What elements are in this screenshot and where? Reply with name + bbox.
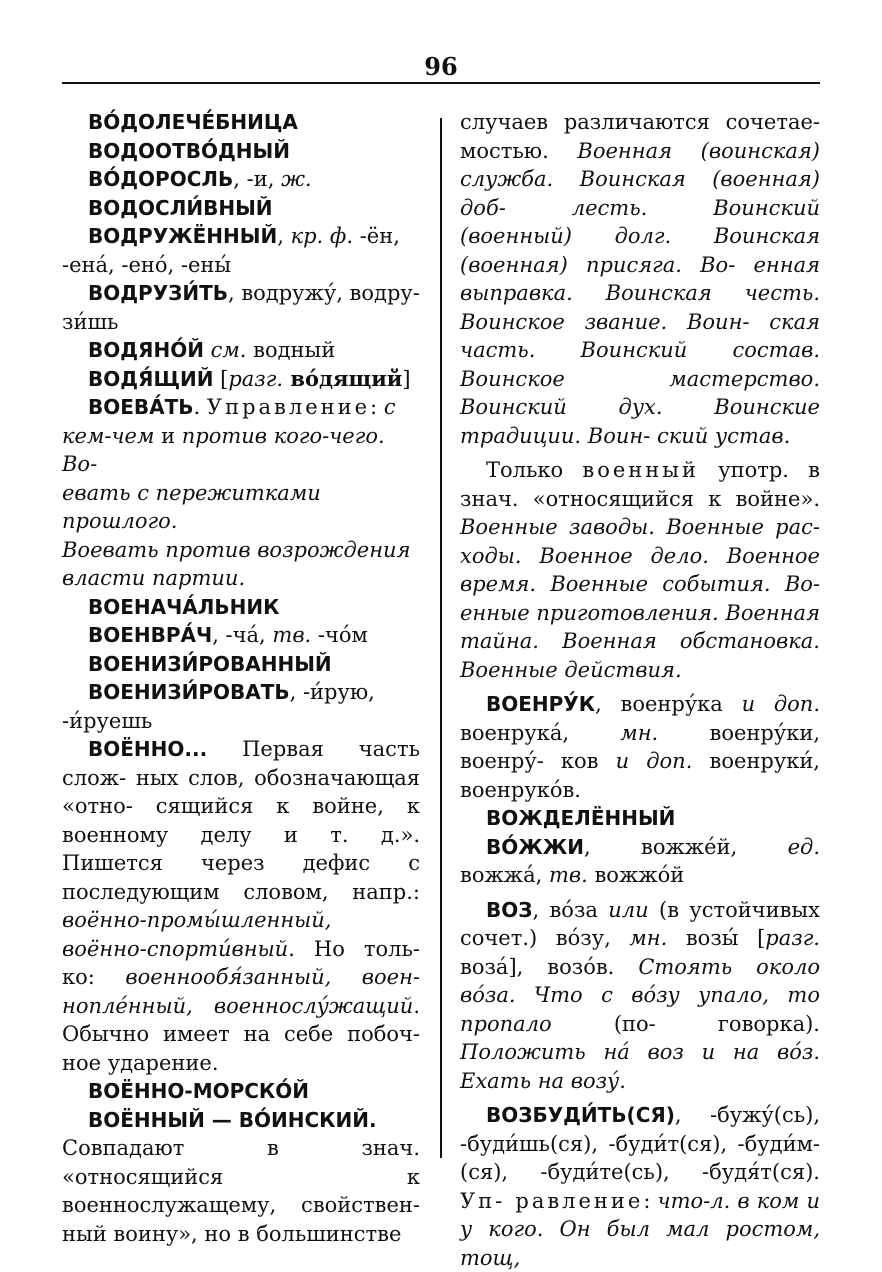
entry: ВОЁННЫЙ — ВО́ИНСКИЙ.	[88, 1107, 377, 1132]
entry: ВОЕНРУ́К, военру́ка и доп. военрука́, мн. военру́ки, военру́- ков и доп. военруки́, военруко́в.	[460, 692, 820, 802]
entry-continuation: кем-чем и против кого-чего. Во-	[62, 423, 385, 476]
entry: ВОДООТВО́ДНЫЙ	[88, 138, 290, 163]
page-number: 96	[424, 52, 458, 81]
entry-continuation: -и́руешь	[62, 708, 153, 733]
entry-continuation: случаев различаются сочетае- мостью. Военная (воинская) служба. Воинская (военная) доб- лесть. Воинский (военный) долг. Воинская (военная) присяга. Во- енная выправка. Воинская честь. Воинское звание. Воин- ская часть. Воинский состав. Воинское мастерство. Воинский дух. Воинские традиции. Воин- ский устав.	[460, 110, 820, 448]
entry: ВОЕНИЗИ́РОВАННЫЙ	[88, 651, 332, 676]
entry: ВОЕНВРА́Ч, -ча́, тв. -чо́м	[88, 623, 368, 647]
entry: ВОЕНАЧА́ЛЬНИК	[88, 594, 280, 619]
entry: ВО́ДОЛЕЧЕ́БНИЦА	[88, 110, 298, 134]
entry-continuation: власти партии.	[62, 566, 246, 590]
entry: ВОЁННО-МОРСКО́Й	[88, 1079, 310, 1103]
column-divider	[440, 118, 442, 1158]
entry: ВОДРУЗИ́ТЬ, водружу́, водру-	[88, 281, 420, 305]
entry-continuation: Воевать против возрождения	[62, 537, 411, 562]
entry: ВО́ЖЖИ, вожже́й, ед. вожжа́, тв. вожжо́й	[460, 834, 820, 887]
entry: ВОДЯ́ЩИЙ [разг. во́дящий]	[88, 365, 411, 391]
entry: ВОЕНИЗИ́РОВАТЬ, -и́рую,	[88, 680, 375, 704]
entry-continuation: -ена́, -ено́, -ены́	[62, 252, 232, 277]
entry: ВОДОСЛИ́ВНЫЙ	[88, 195, 273, 220]
right-column	[460, 108, 820, 1272]
entry: ВОДРУЖЁННЫЙ, кр. ф. -ён,	[88, 224, 400, 248]
entry: Только военный употр. в знач. «относящийся к войне». Военные заводы. Военные рас- ходы. Военное дело. Военное время. Военные события. Во- енные приготовления. Военная тайна. Военная обстановка. Военные действия.	[460, 458, 820, 682]
entry-continuation: зи́шь	[62, 309, 119, 334]
entry: ВОЗБУДИ́ТЬ(СЯ), -бужу́(сь), -буди́шь(ся), -буди́т(ся), -буди́м- (ся), -буди́те(сь), -будя́т(ся). Уп- равление: что-л. в ком и у кого. Он был мал ростом, тощ,	[460, 1103, 820, 1270]
entry: ВОЗ, во́за или (в устойчивых сочет.) во́зу, мн. возы́ [разг. воза́], возо́в. Стоять около во́за. Что с во́зу упало, то пропало (по- говорка). Положить на́ воз и на во́з. Ехать на возу́.	[460, 897, 820, 1093]
entry-continuation: Совпадают в знач. «относящийся к военнослужащему, свойствен- ный воину», но в большинстве	[62, 1136, 420, 1246]
header-rule	[62, 82, 820, 84]
entry: ВОЁННО... Первая часть слож- ных слов, обозначающая «отно- сящийся к войне, к военному делу и т. д.». Пишется через дефис с последующим словом, напр.: воённо-промы́шленный, воённо-спорти́вный. Но толь- ко: военнообя́занный, воен- нопле́нный, военнослу́жащий. Обычно имеет на себе побоч- ное ударение.	[62, 737, 420, 1075]
entry: ВОЕВА́ТЬ. Управление: с	[88, 395, 396, 419]
left-column	[62, 108, 420, 1248]
entry-continuation: евать с пережитками прошлого.	[62, 480, 321, 533]
entry: ВОДЯНО́Й см. водный	[88, 338, 336, 362]
entry: ВО́ДОРОСЛЬ, -и, ж.	[88, 167, 312, 191]
entry: ВОЖДЕЛЁННЫЙ	[486, 806, 676, 830]
